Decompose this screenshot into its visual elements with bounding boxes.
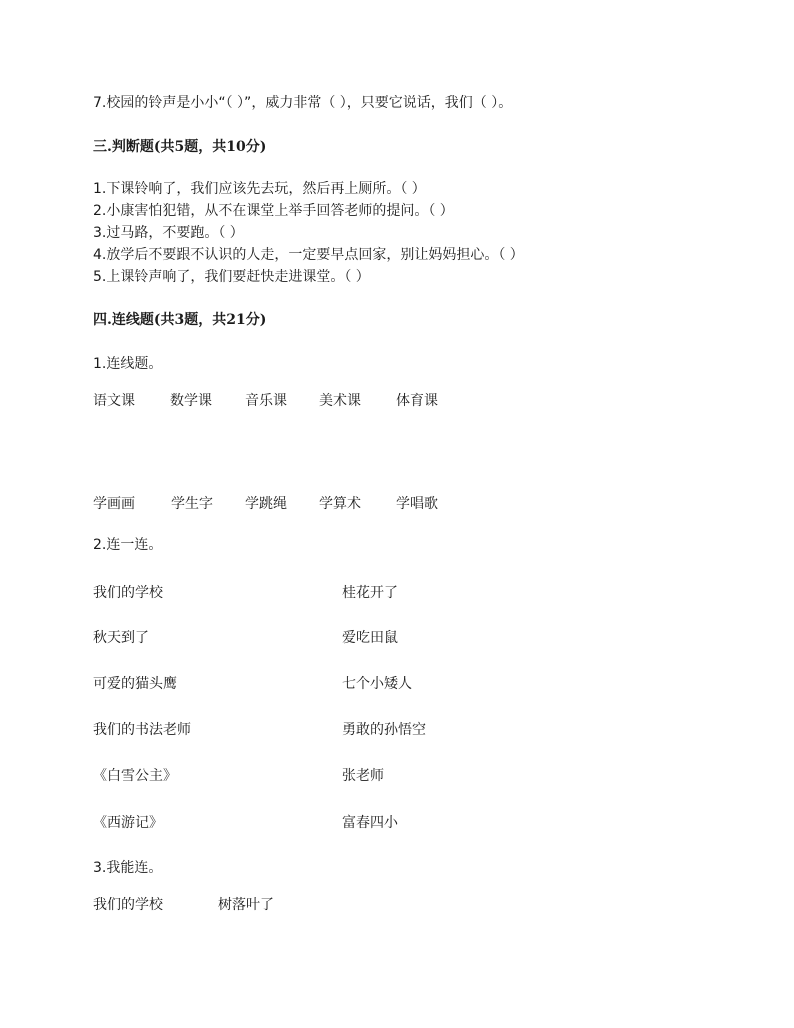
matching-q1-label: 1.连线题。	[93, 356, 163, 372]
q3-left-item: 我们的学校	[93, 897, 163, 913]
pair-left-item: 我们的书法老师	[93, 722, 191, 738]
matching-q2-label: 2.连一连。	[93, 537, 163, 553]
pair-right-item: 勇敢的孙悟空	[342, 722, 426, 738]
activity-item: 学生字	[171, 496, 213, 512]
pair-right-item: 张老师	[342, 768, 384, 784]
pair-right-item: 桂花开了	[342, 585, 398, 601]
judge-item-5: 5.上课铃声响了，我们要赶快走进课堂。（ ）	[93, 269, 370, 285]
activity-item: 学跳绳	[245, 496, 287, 512]
activity-item: 学算术	[319, 496, 361, 512]
activity-item: 学唱歌	[396, 496, 438, 512]
pair-left-item: 我们的学校	[93, 585, 163, 601]
subject-item: 数学课	[170, 393, 212, 409]
matching-q3-label: 3.我能连。	[93, 860, 163, 876]
subject-item: 体育课	[396, 393, 438, 409]
pair-left-item: 秋天到了	[93, 630, 149, 646]
judge-item-4: 4.放学后不要跟不认识的人走，一定要早点回家，别让妈妈担心。（ ）	[93, 247, 524, 263]
pair-left-item: 《白雪公主》	[93, 768, 177, 784]
section-4-title: 四.连线题(共3题，共21分)	[93, 312, 267, 328]
subject-item: 语文课	[93, 393, 135, 409]
judge-item-1: 1.下课铃响了，我们应该先去玩，然后再上厕所。（ ）	[93, 181, 426, 197]
pair-left-item: 《西游记》	[93, 815, 163, 831]
section-3-title: 三.判断题(共5题，共10分)	[93, 139, 267, 155]
q3-right-item: 树落叶了	[218, 897, 274, 913]
pair-right-item: 七个小矮人	[342, 676, 412, 692]
judge-item-2: 2.小康害怕犯错，从不在课堂上举手回答老师的提问。（ ）	[93, 203, 454, 219]
subject-item: 音乐课	[245, 393, 287, 409]
subject-item: 美术课	[319, 393, 361, 409]
activity-item: 学画画	[93, 496, 135, 512]
pair-right-item: 富春四小	[342, 815, 398, 831]
pair-left-item: 可爱的猫头鹰	[93, 676, 177, 692]
question-7-fill-blank: 7.校园的铃声是小小“（ ）”，威力非常（ ），只要它说话，我们（ ）。	[93, 95, 513, 111]
judge-item-3: 3.过马路，不要跑。（ ）	[93, 225, 244, 241]
pair-right-item: 爱吃田鼠	[342, 630, 398, 646]
